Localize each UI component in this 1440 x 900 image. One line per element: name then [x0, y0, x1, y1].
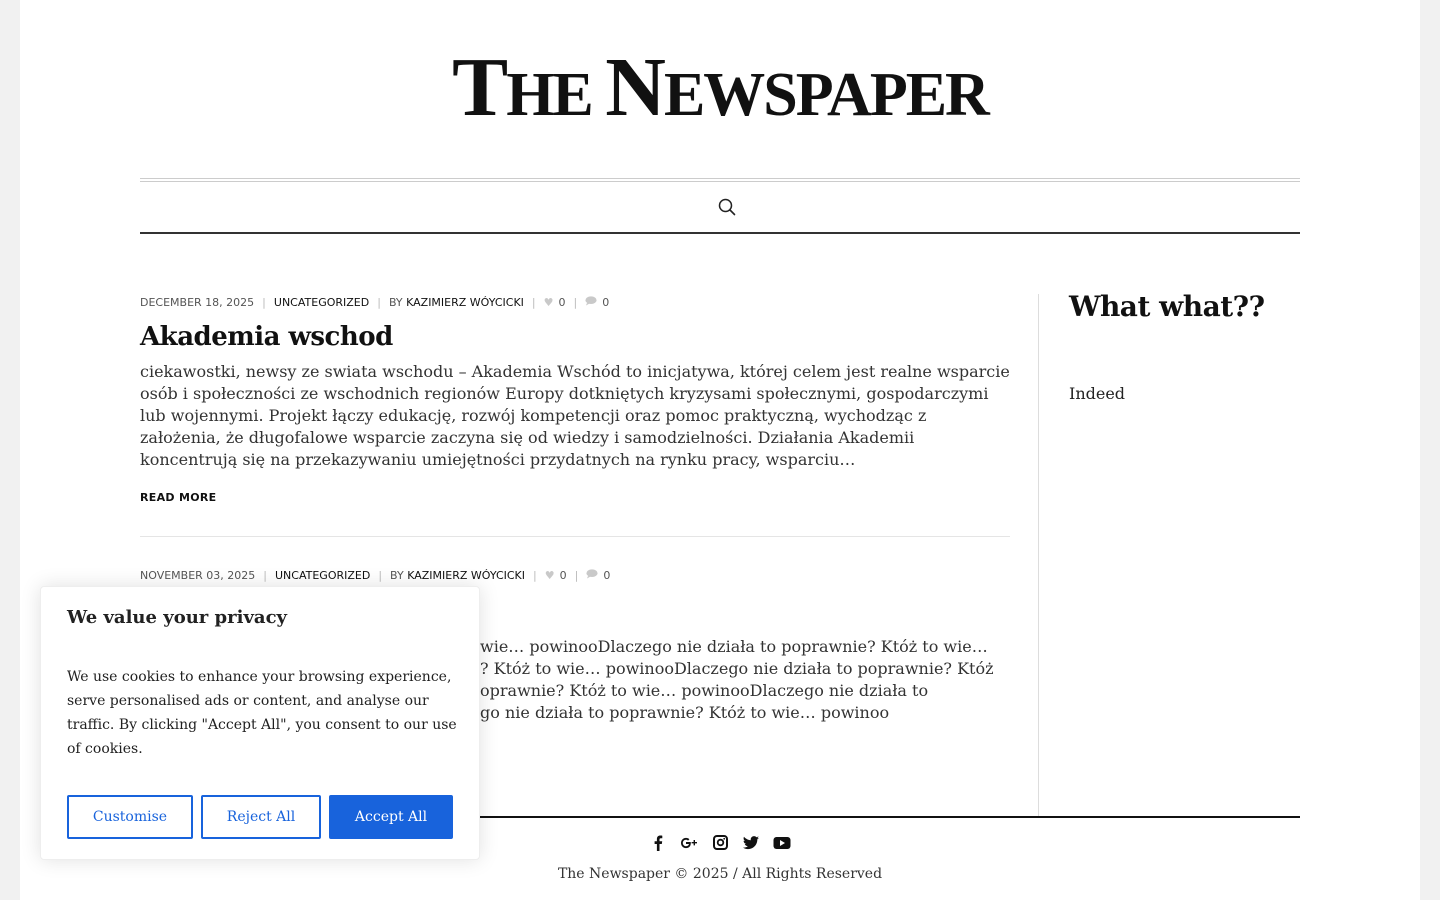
meta-separator: |: [531, 295, 536, 309]
meta-separator: |: [377, 295, 381, 309]
excerpt-line: oprawnie? Któż to wie… powinooDlaczego nie działa to: [480, 681, 929, 700]
sidebar-divider: [1038, 294, 1039, 816]
facebook-icon[interactable]: [649, 833, 668, 852]
nav-top-border: [140, 181, 1300, 182]
post-divider: [140, 536, 1010, 537]
youtube-icon[interactable]: [773, 833, 792, 852]
customise-button[interactable]: Customise: [67, 795, 193, 839]
reject-all-button[interactable]: Reject All: [201, 795, 321, 839]
cookie-description: We use cookies to enhance your browsing experience, serve personalised ads or content, and analyse our traffic. By clicking "Accept All", you consent to our use of cookies.: [67, 669, 457, 757]
heart-icon[interactable]: ♥: [544, 568, 555, 582]
google-plus-icon[interactable]: [680, 833, 699, 852]
like-count: 0: [559, 568, 567, 582]
meta-separator: |: [573, 295, 578, 309]
post-by: BY: [390, 568, 404, 582]
like-count: 0: [558, 295, 566, 309]
site-logo[interactable]: THE NEWSPAPER: [452, 41, 988, 134]
twitter-icon[interactable]: [742, 833, 761, 852]
post-title[interactable]: Akademia wschod: [140, 322, 393, 352]
comment-count: 0: [603, 568, 611, 582]
post-by: BY: [388, 295, 403, 309]
meta-separator: |: [263, 568, 267, 582]
post-category[interactable]: UNCATEGORIZED: [273, 295, 370, 309]
heart-icon[interactable]: ♥: [543, 295, 554, 309]
comment-icon[interactable]: [586, 569, 598, 582]
meta-separator: |: [378, 568, 383, 582]
post-author[interactable]: KAZIMIERZ WÓYCICKI: [407, 568, 526, 582]
post-item: [140, 567, 1010, 583]
nav-top-border: [140, 178, 1300, 179]
excerpt-line: ? Któż to wie… powinooDlaczego nie działa to poprawnie? Któż: [480, 659, 994, 678]
post-author[interactable]: KAZIMIERZ WÓYCICKI: [406, 295, 524, 309]
meta-separator: |: [262, 295, 266, 309]
post-date[interactable]: DECEMBER 18, 2025: [140, 295, 255, 309]
nav-bottom-border: [140, 232, 1300, 234]
cookie-consent-banner: [40, 586, 480, 860]
post-excerpt: ciekawostki, newsy ze swiata wschodu – Akademia Wschód to inicjatywa, której celem jest realne wsparcie osób i społeczności ze wschodnich regionów Europy dotkniętych kryzysami społecznymi, gospodarczymi lub wojennymi. Projekt łączy edukację, rozwój kompetencji oraz pomoc praktyczną, wychodząc z założenia, że długofalowe wsparcie zaczyna się od wiedzy i samodzielności. Działania Akademii koncentrują się na przekazywaniu umiejętności przydatnych na rynku pracy, wsparciu…: [140, 362, 1010, 470]
post-meta: [140, 567, 1010, 583]
search-icon[interactable]: [717, 197, 737, 217]
post-date[interactable]: NOVEMBER 03, 2025: [140, 568, 256, 582]
cookie-title: We value your privacy: [67, 607, 287, 628]
post-excerpt: [480, 636, 1020, 724]
comment-icon[interactable]: [585, 296, 597, 309]
copyright-text: The Newspaper © 2025 / All Rights Reserved: [557, 866, 883, 882]
meta-separator: |: [574, 568, 579, 582]
instagram-icon[interactable]: [711, 833, 730, 852]
widget-title: What what??: [1069, 290, 1265, 323]
widget-text: Indeed: [1069, 384, 1126, 403]
post-item: [140, 294, 1010, 505]
accept-all-button[interactable]: Accept All: [329, 795, 453, 839]
post-category[interactable]: UNCATEGORIZED: [275, 568, 371, 582]
excerpt-line: wie… powinooDlaczego nie działa to poprawnie? Któż to wie…: [480, 637, 988, 656]
excerpt-line: go nie działa to poprawnie? Któż to wie… powinoo: [480, 703, 890, 722]
comment-count: 0: [602, 295, 610, 309]
read-more-link[interactable]: READ MORE: [140, 491, 217, 505]
meta-separator: |: [533, 568, 537, 582]
post-meta: [140, 294, 1010, 310]
